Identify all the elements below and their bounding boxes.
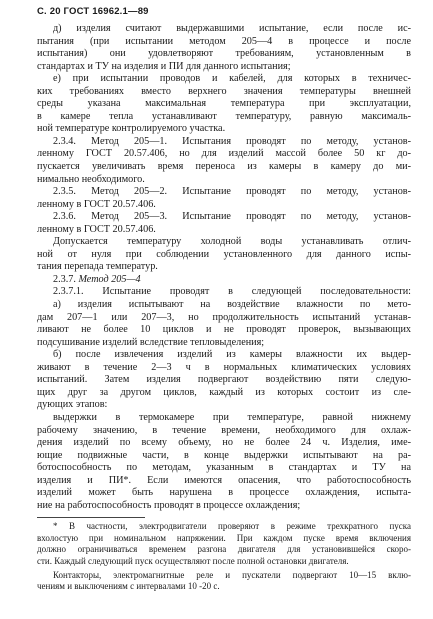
text-line: подсушивание изделий вследствие тепловыделения; [37,336,265,348]
footnote-line: * В частности, электродвигатели проверяют в режиме трехкратного пуска [53,521,411,532]
text-line: пускается увеличивать время переноса из камеры в камеру до ми- [37,161,411,173]
text-line: ботоспособность по методам, указанным в стандартах и ТУ на [37,462,411,474]
text-line: ленному в ГОСТ 20.57.406. [37,198,156,210]
text-line: ленному в ГОСТ 20.57.406. [37,223,156,235]
text-line: в камере тепла устанавливают температуру, равную максималь- [37,110,411,122]
text-line: рабочему значению, в течение времени, необходимого для охлаж- [37,424,411,436]
text-line: д) изделия считают выдержавшими испытание, если после ис- [53,23,411,34]
text-line: 2.3.5. Метод 205—2. Испытание проводят по методу, установ- [53,186,411,198]
text-line: среды указана максимальная температура при эксплуатации, [37,98,411,110]
main-text [37,23,411,512]
text-line: дения изделий по всему объему, но не более 24 ч. Изделия, име- [37,437,411,449]
text-line: 2.3.7.1. Испытание проводят в следующей последовательности: [53,286,411,298]
text-line: испытания) они удовлетворяют требованиям, установленным в [37,48,411,60]
text-line: испытаний. Затем изделия подвергают воздействию пяти следую- [37,374,411,386]
text-line: а) изделия испытывают на воздействие влажности по мето- [53,299,411,311]
text-line: стандартах и ТУ на изделия и ПИ для данного испытания; [37,60,291,72]
footnote-line: должно ограничиваться временем разгона двигателя для установившейся скоро- [37,544,411,555]
footnote-line: вхолостую при номинальном напряжении. При каждом пуске время включения [37,532,411,543]
footnotes-section [37,517,411,592]
page-header: С. 20 ГОСТ 16962.1—89 [37,6,149,17]
text-line: Допускается температуру холодной воды устанавливать отлич- [53,236,411,248]
text-line: изделий может быть нарушена в процессе охлаждения, испыта- [37,487,411,499]
text-line: ние на работоспособность проводят в процессе охлаждения; [37,499,301,511]
text-line: ной температуре контролируемого участка. [37,123,226,135]
text-line: ющие подвижные части, в конце выдержки испытывают на ра- [37,449,411,461]
text-line: тания перепада температур. [37,261,158,273]
text-line: 2.3.6. Метод 205—3. Испытание проводят по методу, установ- [53,211,411,223]
text-line: ливают не более 10 циклов и не проводят проверок, вызывающих [37,324,411,336]
text-line: е) при испытании проводов и кабелей, для которых в техничес- [53,73,411,85]
text-line: 2.3.7. Метод 205—4 [53,273,141,285]
text-line: 2.3.4. Метод 205—1. Испытания проводят по методу, установ- [53,135,411,147]
text-line: живают в течение 2—3 ч в нормальных климатических условиях [37,361,411,373]
footnote-divider [37,517,145,518]
text-line: пытания (при испытании методом 205—4 в процессе и после [37,35,411,47]
text-line: дам 207—1 или 207—3, но продолжительность испытаний устанав- [37,311,411,323]
text-line: ленному ГОСТ 20.57.406, но для изделий массой более 50 кг до- [37,148,411,160]
footnote-line: сти. Каждый следующий пуск осуществляют после полной остановки двигателя. [37,555,349,566]
text-line: изделия и ПИ*. Если имеются опасения, что работоспособность [37,474,411,486]
text-line: выдержки в термокамере при температуре, равной нижнему [53,411,411,423]
text-line: ной от нуля при соблюдении установленного для данного испы- [37,248,411,260]
text-line: дующих этапов: [37,399,108,411]
text-line: ких требованиях вместо верхнего значения температуры внешней [37,85,411,97]
text-line: нимально необходимого. [37,173,145,185]
footnote-line: чениям и выключениям с интервалами 10 -20 с. [37,581,220,592]
text-line: б) после извлечения изделий из камеры влажности их выдер- [53,349,411,361]
footnote-line: Контакторы, электромагнитные реле и пускатели подвергают 10—15 вклю- [53,569,411,580]
text-line: щих друг за другом циклов, каждый из которых состоит из сле- [37,386,411,398]
